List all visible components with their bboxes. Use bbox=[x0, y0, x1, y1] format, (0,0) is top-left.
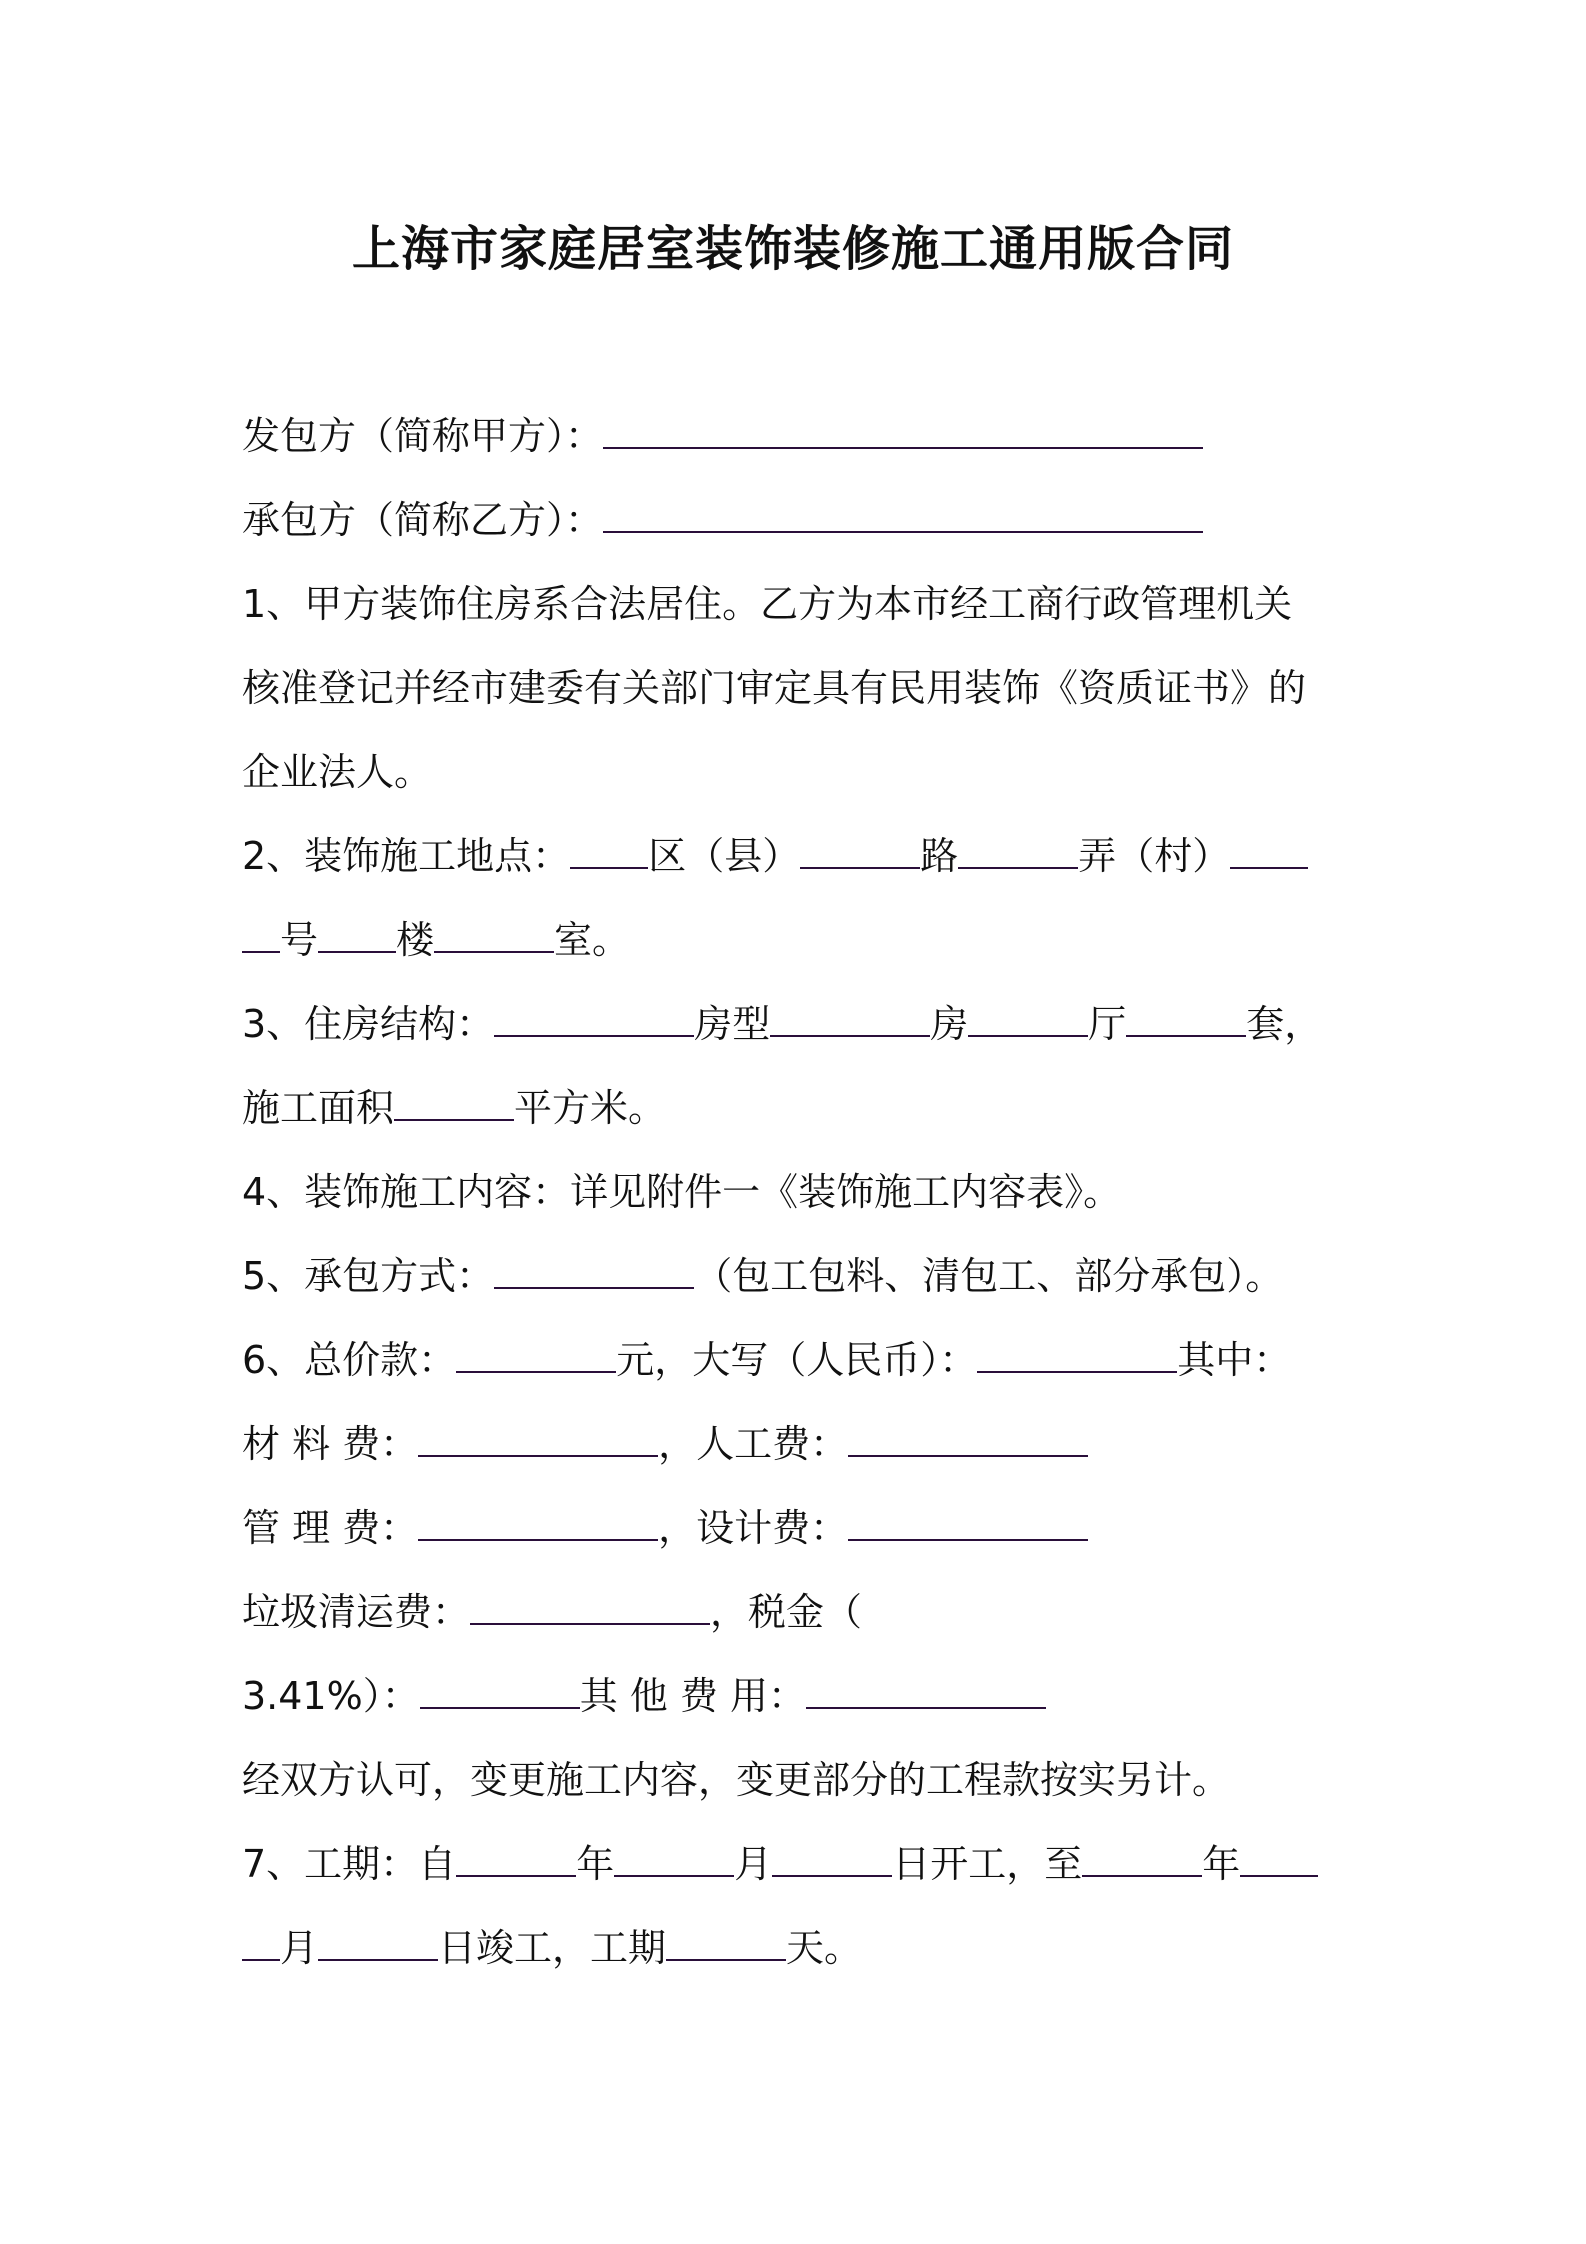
start-year-label: 年 bbox=[576, 1842, 615, 1886]
clause3-line1 bbox=[242, 998, 1322, 1050]
road-label: 路 bbox=[920, 834, 959, 878]
clause1-line3: 企业法人。 bbox=[242, 750, 433, 794]
management-fee-label: 管 理 费： bbox=[242, 1506, 419, 1550]
end-day-blank[interactable] bbox=[318, 1923, 438, 1961]
other-fee-blank[interactable] bbox=[806, 1671, 1046, 1709]
end-year-label: 年 bbox=[1202, 1842, 1241, 1886]
garbage-fee-label: 垃圾清运费： bbox=[242, 1590, 471, 1634]
garbage-fee-blank[interactable] bbox=[470, 1587, 710, 1625]
other-fee-label: 其 他 费 用： bbox=[579, 1674, 806, 1718]
number-blank-part1[interactable] bbox=[1230, 831, 1308, 869]
clause6-line5 bbox=[242, 1670, 1046, 1722]
halls-blank[interactable] bbox=[1126, 999, 1246, 1037]
clause2-prefix: 2、装饰施工地点： bbox=[242, 834, 571, 878]
labor-fee-label: ，人工费： bbox=[658, 1422, 849, 1466]
rooms-blank[interactable] bbox=[968, 999, 1088, 1037]
area-unit: 平方米。 bbox=[514, 1086, 667, 1130]
start-day-blank[interactable] bbox=[772, 1839, 892, 1877]
building-label: 楼 bbox=[396, 918, 435, 962]
total-price-words-blank[interactable] bbox=[977, 1335, 1177, 1373]
building-blank[interactable] bbox=[318, 915, 396, 953]
start-day-label: 日开工，至 bbox=[892, 1842, 1083, 1886]
end-month-label: 月 bbox=[280, 1926, 319, 1970]
end-month-blank-part1[interactable] bbox=[1240, 1839, 1318, 1877]
clause2-line2 bbox=[242, 914, 630, 966]
clause6-line1 bbox=[242, 1334, 1291, 1386]
room-label: 室。 bbox=[554, 918, 631, 962]
tax-label: ，税金（ bbox=[710, 1590, 863, 1634]
clause6-change-note: 经双方认可，变更施工内容，变更部分的工程款按实另计。 bbox=[242, 1758, 1231, 1802]
design-fee-label: ，设计费： bbox=[658, 1506, 849, 1550]
area-blank[interactable] bbox=[394, 1083, 514, 1121]
clause6-line4 bbox=[242, 1586, 862, 1638]
management-fee-blank[interactable] bbox=[418, 1503, 658, 1541]
clause7-line1 bbox=[242, 1838, 1318, 1890]
clause6-prefix: 6、总价款： bbox=[242, 1338, 457, 1382]
type-blank[interactable] bbox=[770, 999, 930, 1037]
duration-unit: 天。 bbox=[786, 1926, 863, 1970]
total-price-blank[interactable] bbox=[456, 1335, 616, 1373]
lane-blank[interactable] bbox=[958, 831, 1078, 869]
clause7-prefix: 7、工期：自 bbox=[242, 1842, 457, 1886]
lane-label: 弄（村） bbox=[1078, 834, 1231, 878]
party-b-blank[interactable] bbox=[603, 495, 1203, 533]
party-a-line bbox=[242, 410, 1203, 462]
clause6-line3 bbox=[242, 1502, 1088, 1554]
room-blank[interactable] bbox=[434, 915, 554, 953]
rooms-label: 房 bbox=[930, 1002, 969, 1046]
material-fee-blank[interactable] bbox=[418, 1419, 658, 1457]
end-month-blank-part2[interactable] bbox=[242, 1923, 280, 1961]
among-label: 其中： bbox=[1177, 1338, 1292, 1382]
area-prefix: 施工面积 bbox=[242, 1086, 395, 1130]
material-fee-label: 材 料 费： bbox=[242, 1422, 419, 1466]
sets-label: 套， bbox=[1246, 1002, 1323, 1046]
end-year-blank[interactable] bbox=[1082, 1839, 1202, 1877]
start-year-blank[interactable] bbox=[456, 1839, 576, 1877]
duration-blank[interactable] bbox=[666, 1923, 786, 1961]
tax-blank[interactable] bbox=[420, 1671, 580, 1709]
party-b-line bbox=[242, 494, 1203, 546]
party-a-label: 发包方（简称甲方）： bbox=[242, 414, 604, 458]
clause1-line2: 核准登记并经市建委有关部门审定具有民用装饰《资质证书》的 bbox=[242, 666, 1307, 710]
start-month-blank[interactable] bbox=[614, 1839, 734, 1877]
clause3-line2 bbox=[242, 1082, 666, 1134]
clause4-line: 4、装饰施工内容：详见附件一《装饰施工内容表》。 bbox=[242, 1170, 1122, 1214]
road-blank[interactable] bbox=[800, 831, 920, 869]
tax-rate-label: 3.41%）： bbox=[242, 1674, 420, 1718]
halls-label: 厅 bbox=[1088, 1002, 1127, 1046]
end-day-label: 日竣工，工期 bbox=[438, 1926, 667, 1970]
labor-fee-blank[interactable] bbox=[848, 1419, 1088, 1457]
clause7-line2 bbox=[242, 1922, 862, 1974]
district-label: 区（县） bbox=[648, 834, 801, 878]
number-label: 号 bbox=[280, 918, 319, 962]
clause5-prefix: 5、承包方式： bbox=[242, 1254, 495, 1298]
clause2-line1 bbox=[242, 830, 1308, 882]
clause1-line1: 1、甲方装饰住房系合法居住。乙方为本市经工商行政管理机关 bbox=[242, 582, 1293, 626]
structure-blank[interactable] bbox=[494, 999, 694, 1037]
party-a-blank[interactable] bbox=[603, 411, 1203, 449]
design-fee-blank[interactable] bbox=[848, 1503, 1088, 1541]
district-blank[interactable] bbox=[570, 831, 648, 869]
party-b-label: 承包方（简称乙方）： bbox=[242, 498, 604, 542]
yuan-label: 元，大写（人民币）： bbox=[616, 1338, 978, 1382]
number-blank-part2[interactable] bbox=[242, 915, 280, 953]
start-month-label: 月 bbox=[734, 1842, 773, 1886]
clause5-options: （包工包料、清包工、部分承包）。 bbox=[694, 1254, 1284, 1298]
contract-method-blank[interactable] bbox=[494, 1251, 694, 1289]
page-title: 上海市家庭居室装饰装修施工通用版合同 bbox=[351, 221, 1234, 277]
clause6-line2 bbox=[242, 1418, 1088, 1470]
clause3-prefix: 3、住房结构： bbox=[242, 1002, 495, 1046]
clause5-line bbox=[242, 1250, 1283, 1302]
type-label: 房型 bbox=[694, 1002, 771, 1046]
